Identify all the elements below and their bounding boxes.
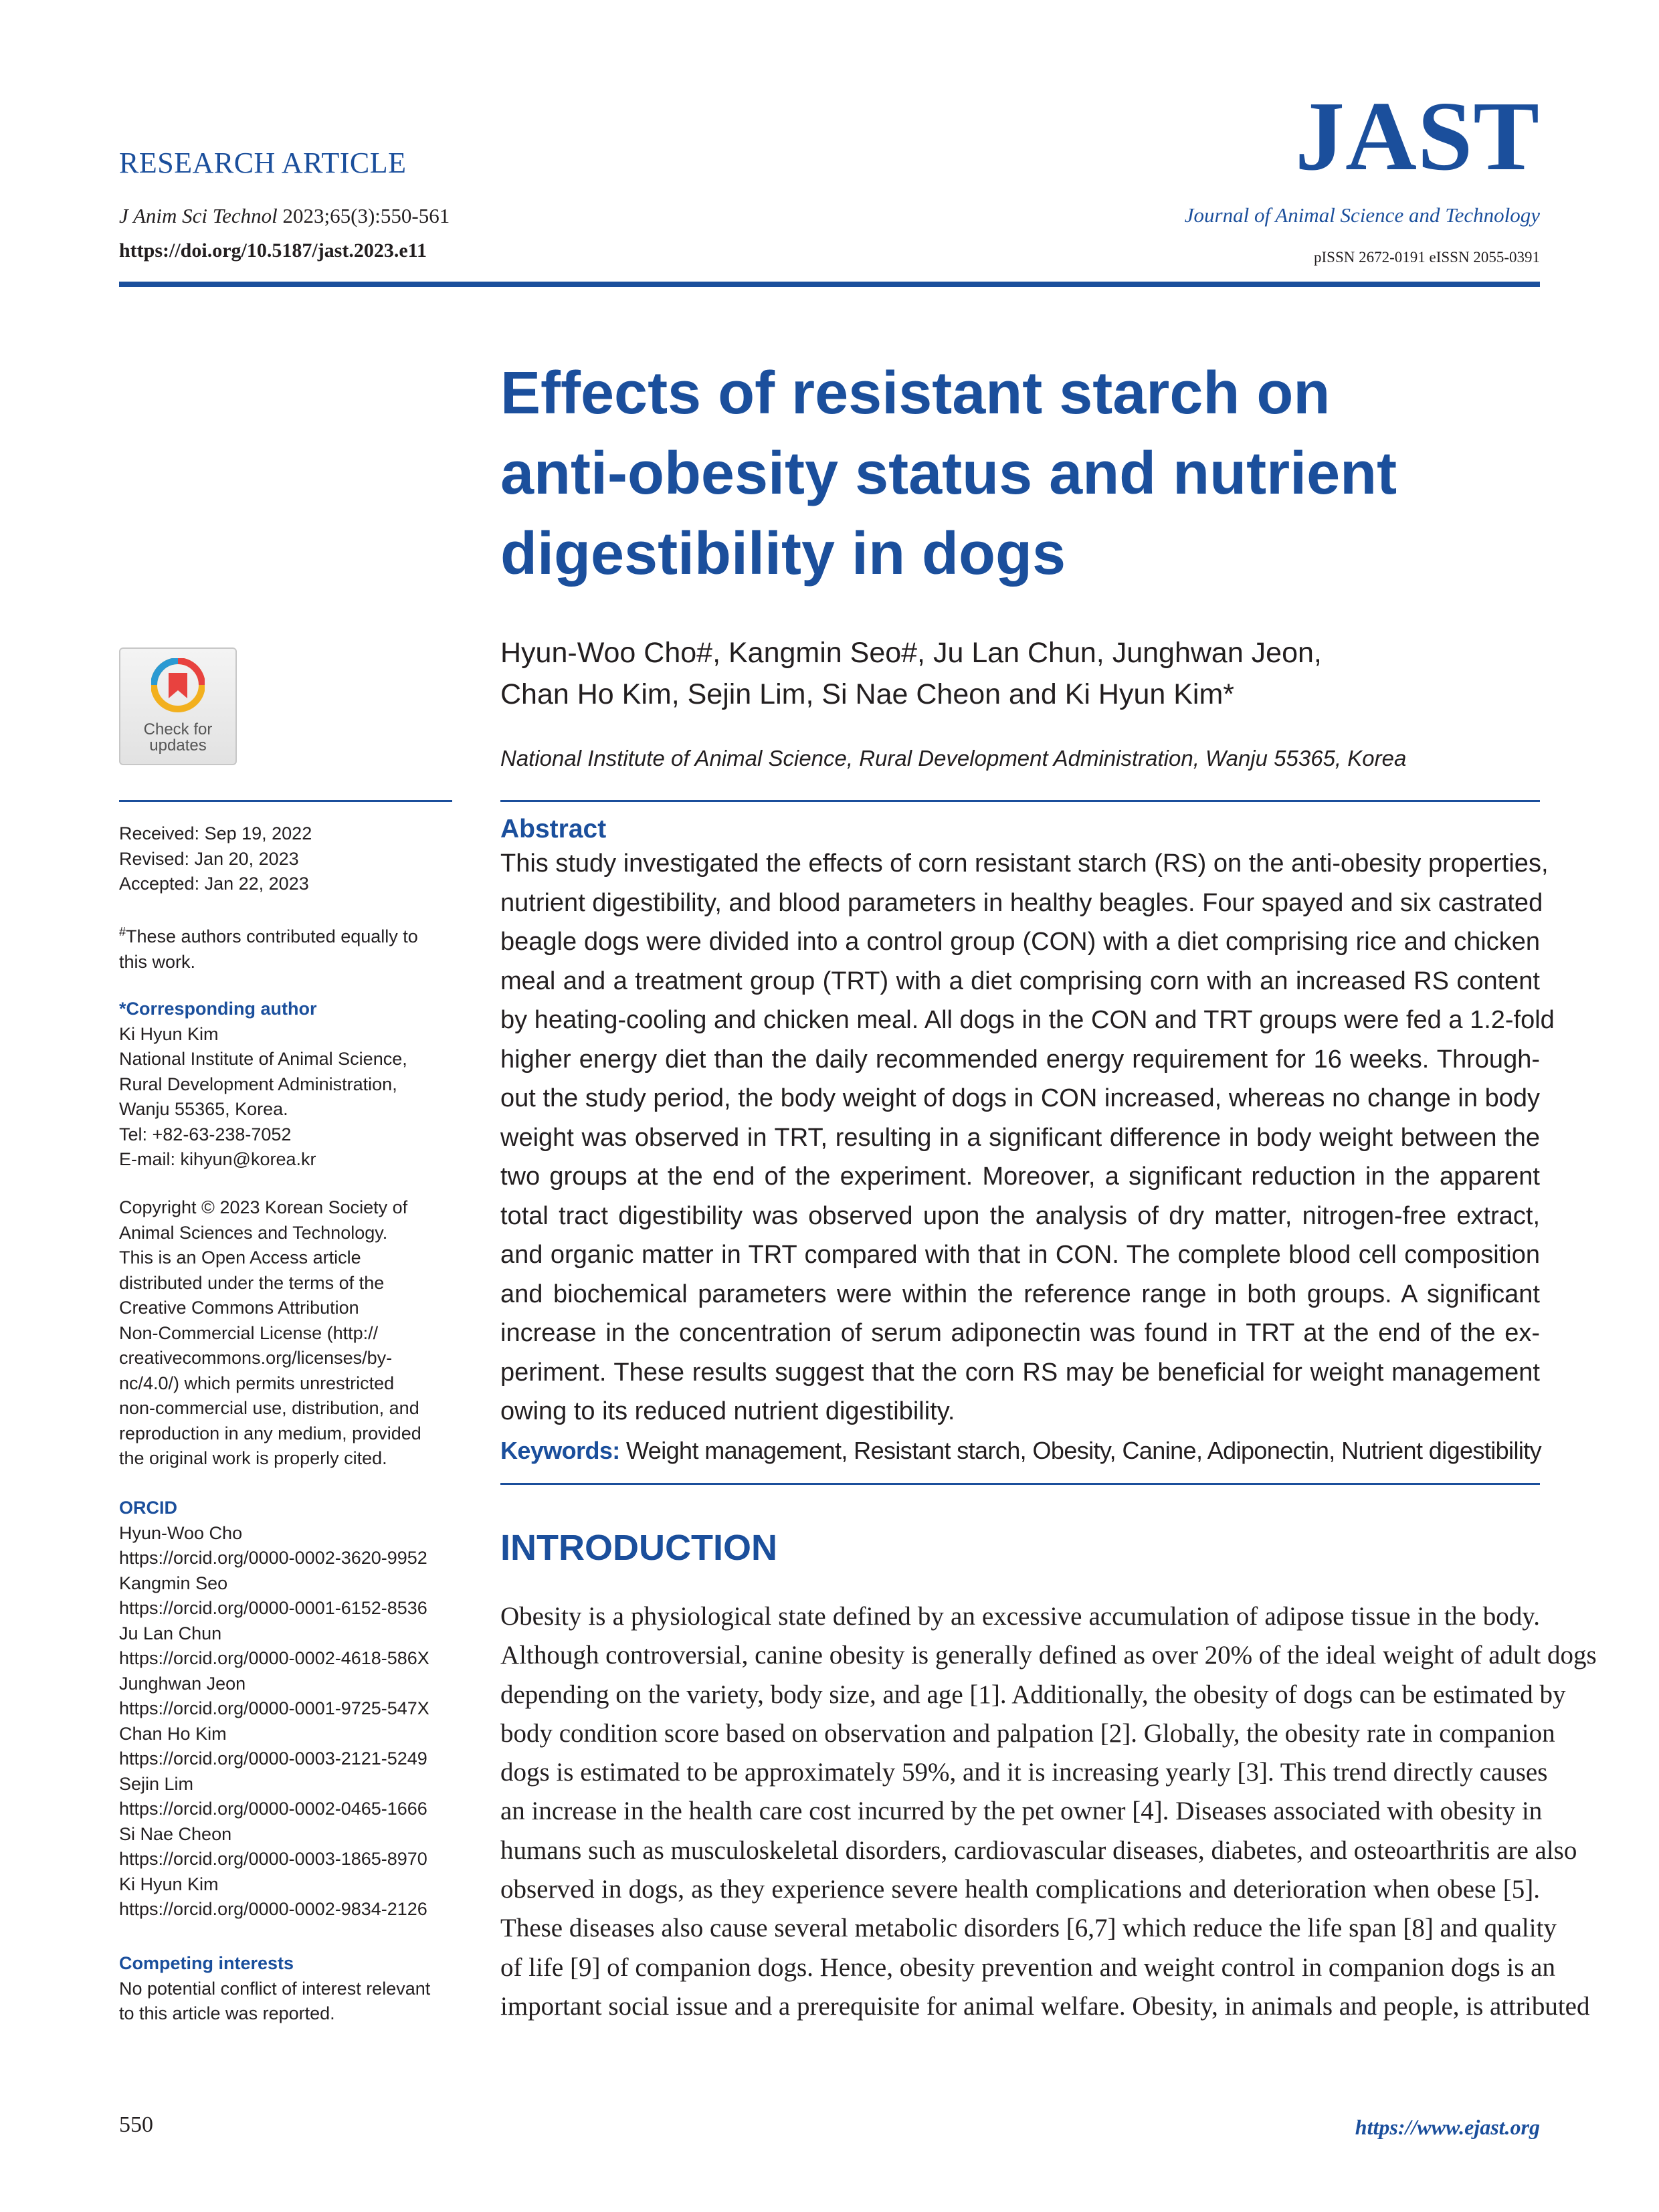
copyright-line: This is an Open Access article (119, 1247, 361, 1268)
received-date: Received: Sep 19, 2022 (119, 823, 312, 843)
author-line: Chan Ho Kim, Sejin Lim, Si Nae Cheon and Ki Hyun Kim* (500, 678, 1235, 710)
intro-line: Although controversial, canine obesity is generally defined as over 20% of the ideal weight of adult dogs (500, 1641, 1597, 1670)
orcid-section (119, 1496, 454, 1922)
orcid-link[interactable]: https://orcid.org/0000-0003-1865-8970 (119, 1849, 427, 1869)
abstract-line: nutrient digestibility, and blood parameters in healthy beagles. Four spayed and six castrated (500, 888, 1543, 917)
keywords-list: Weight management, Resistant starch, Obesity, Canine, Adiponectin, Nutrient digestibility (619, 1437, 1542, 1464)
citation-volume: 2023;65(3):550-561 (277, 204, 450, 227)
citation-journal: J Anim Sci Technol (119, 204, 278, 227)
copyright-line: nc/4.0/) which permits unrestricted (119, 1373, 395, 1393)
copyright-line: creativecommons.org/licenses/by- (119, 1348, 393, 1368)
equal-line: These authors contributed equally to (126, 926, 418, 946)
orcid-link[interactable]: https://orcid.org/0000-0002-9834-2126 (119, 1899, 427, 1919)
author-list (500, 632, 1544, 715)
abstract-line: and organic matter in TRT compared with that in CON. The complete blood cell composition (500, 1241, 1540, 1269)
corr-line: Rural Development Administration, (119, 1074, 397, 1094)
abstract-line: higher energy diet than the daily recommended energy requirement for 16 weeks. Through- (500, 1045, 1540, 1074)
abstract-bottom-rule (500, 1483, 1540, 1485)
title-line: Effects of resistant starch on (500, 360, 1331, 427)
copyright-line: Creative Commons Attribution (119, 1298, 359, 1318)
orcid-link[interactable]: https://orcid.org/0000-0002-0465-1666 (119, 1799, 427, 1819)
citation (119, 204, 450, 228)
badge-label-line2: updates (149, 736, 207, 755)
orcid-author: Sejin Lim (119, 1773, 194, 1794)
competing-interests (119, 1951, 454, 2027)
orcid-link[interactable]: https://orcid.org/0000-0002-4618-586X (119, 1648, 429, 1668)
equal-line: this work. (119, 951, 196, 972)
introduction-body (500, 1597, 1597, 2026)
corresponding-author (119, 997, 454, 1173)
abstract-line: meal and a treatment group (TRT) with a diet comprising corn with an increased RS content (500, 967, 1540, 995)
orcid-author: Ki Hyun Kim (119, 1874, 219, 1894)
page-number: 550 (119, 2112, 153, 2137)
abstract-line: beagle dogs were divided into a control group (CON) with a diet comprising rice and chicken (500, 928, 1540, 956)
intro-line: humans such as musculoskeletal disorders, cardiovascular diseases, diabetes, and osteoarthritis are also (500, 1835, 1577, 1865)
intro-line: depending on the variety, body size, and age [1]. Additionally, the obesity of dogs can be estimated by (500, 1680, 1566, 1709)
sidebar-rule (119, 800, 452, 802)
revised-date: Revised: Jan 20, 2023 (119, 848, 299, 869)
copyright-line: Animal Sciences and Technology. (119, 1222, 388, 1243)
corr-line: Tel: +82-63-238-7052 (119, 1124, 292, 1144)
intro-line: of life [9] of companion dogs. Hence, obesity prevention and weight control in companion dogs is an (500, 1952, 1555, 1982)
orcid-link[interactable]: https://orcid.org/0000-0001-6152-8536 (119, 1598, 427, 1618)
orcid-author: Chan Ho Kim (119, 1723, 227, 1744)
journal-url-link[interactable]: https://www.ejast.org (1355, 2115, 1540, 2139)
keywords-label: Keywords: (500, 1437, 620, 1464)
orcid-author: Kangmin Seo (119, 1573, 228, 1593)
corresponding-heading: *Corresponding author (119, 999, 317, 1019)
abstract-line: weight was observed in TRT, resulting in a significant difference in body weight between the (500, 1123, 1540, 1152)
affiliation: National Institute of Animal Science, Rural Development Administration, Wanju 55365, Korea (500, 746, 1407, 771)
abstract-line: out the study period, the body weight of dogs in CON increased, whereas no change in body (500, 1084, 1540, 1112)
introduction-heading: INTRODUCTION (500, 1528, 777, 1568)
author-line: Hyun-Woo Cho#, Kangmin Seo#, Ju Lan Chun, Junghwan Jeon, (500, 637, 1322, 669)
issn: pISSN 2672-0191 eISSN 2055-0391 (1314, 249, 1540, 266)
abstract-line: owing to its reduced nutrient digestibility. (500, 1397, 955, 1425)
orcid-link[interactable]: https://orcid.org/0000-0001-9725-547X (119, 1698, 429, 1718)
orcid-author: Si Nae Cheon (119, 1823, 232, 1844)
header-rule (119, 282, 1540, 287)
abstract-line: increase in the concentration of serum adiponectin was found in TRT at the end of the ex- (500, 1319, 1540, 1347)
copyright-line: non-commercial use, distribution, and (119, 1398, 419, 1418)
doi-link[interactable]: https://doi.org/10.5187/jast.2023.e11 (119, 239, 427, 262)
orcid-author: Junghwan Jeon (119, 1673, 246, 1694)
abstract-line: periment. These results suggest that the corn RS may be beneficial for weight management (500, 1358, 1540, 1387)
copyright-line: Non-Commercial License (http:// (119, 1322, 379, 1343)
corr-line: Wanju 55365, Korea. (119, 1099, 288, 1119)
jast-logo: JAST (1295, 82, 1540, 191)
abstract-line: total tract digestibility was observed upon the analysis of dry matter, nitrogen-free extract, (500, 1201, 1540, 1230)
intro-line: dogs is estimated to be approximately 59%, and it is increasing yearly [3]. This trend directly causes (500, 1758, 1548, 1787)
equal-mark: # (119, 925, 126, 938)
title-line: anti-obesity status and nutrient (500, 440, 1397, 507)
intro-line: an increase in the health care cost incurred by the pet owner [4]. Diseases associated with obesity in (500, 1797, 1543, 1826)
competing-heading: Competing interests (119, 1953, 294, 1973)
title-line: digestibility in dogs (500, 520, 1066, 587)
copyright-notice (119, 1195, 454, 1472)
competing-line: to this article was reported. (119, 2003, 335, 2023)
corr-line: National Institute of Animal Science, (119, 1049, 407, 1069)
bookmark-icon (151, 658, 205, 716)
abstract-top-rule (500, 800, 1540, 802)
corr-email[interactable]: E-mail: kihyun@korea.kr (119, 1149, 316, 1169)
badge-label-line1: Check for (143, 720, 213, 738)
orcid-heading: ORCID (119, 1498, 177, 1518)
check-for-updates-badge[interactable] (119, 647, 237, 765)
intro-line: observed in dogs, as they experience severe health complications and deterioration when obese [5]. (500, 1875, 1540, 1904)
journal-name: Journal of Animal Science and Technology (1184, 203, 1540, 227)
orcid-author: Hyun-Woo Cho (119, 1522, 243, 1543)
abstract-line: two groups at the end of the experiment. Moreover, a significant reduction in the apparent (500, 1163, 1540, 1191)
competing-line: No potential conflict of interest relevant (119, 1978, 431, 1999)
article-type-label: RESEARCH ARTICLE (119, 146, 407, 179)
keywords (500, 1437, 1541, 1465)
abstract-line: and biochemical parameters were within the reference range in both groups. A significant (500, 1280, 1540, 1308)
equal-contribution-note (119, 920, 454, 975)
abstract-heading: Abstract (500, 815, 607, 843)
abstract-body (500, 844, 1555, 1431)
orcid-link[interactable]: https://orcid.org/0000-0002-3620-9952 (119, 1548, 427, 1568)
copyright-line: reproduction in any medium, provided (119, 1423, 421, 1443)
copyright-line: distributed under the terms of the (119, 1272, 385, 1293)
copyright-line: Copyright © 2023 Korean Society of (119, 1197, 408, 1217)
accepted-date: Accepted: Jan 22, 2023 (119, 874, 309, 894)
intro-line: important social issue and a prerequisite for animal welfare. Obesity, in animals and people, is attributed (500, 1991, 1590, 2021)
intro-line: body condition score based on observation and palpation [2]. Globally, the obesity rate in companion (500, 1718, 1555, 1748)
copyright-line: the original work is properly cited. (119, 1448, 387, 1468)
intro-line: These diseases also cause several metabolic disorders [6,7] which reduce the life span [8] and quality (500, 1914, 1557, 1943)
article-dates (119, 821, 454, 897)
intro-line: Obesity is a physiological state defined by an excessive accumulation of adipose tissue in the body. (500, 1602, 1540, 1631)
orcid-author: Ju Lan Chun (119, 1623, 222, 1643)
abstract-line: This study investigated the effects of corn resistant starch (RS) on the anti-obesity properties, (500, 849, 1549, 878)
article-title (500, 353, 1544, 594)
abstract-line: by heating-cooling and chicken meal. All dogs in the CON and TRT groups were fed a 1.2-fold (500, 1006, 1555, 1034)
orcid-link[interactable]: https://orcid.org/0000-0003-2121-5249 (119, 1748, 427, 1769)
corr-line: Ki Hyun Kim (119, 1023, 219, 1044)
